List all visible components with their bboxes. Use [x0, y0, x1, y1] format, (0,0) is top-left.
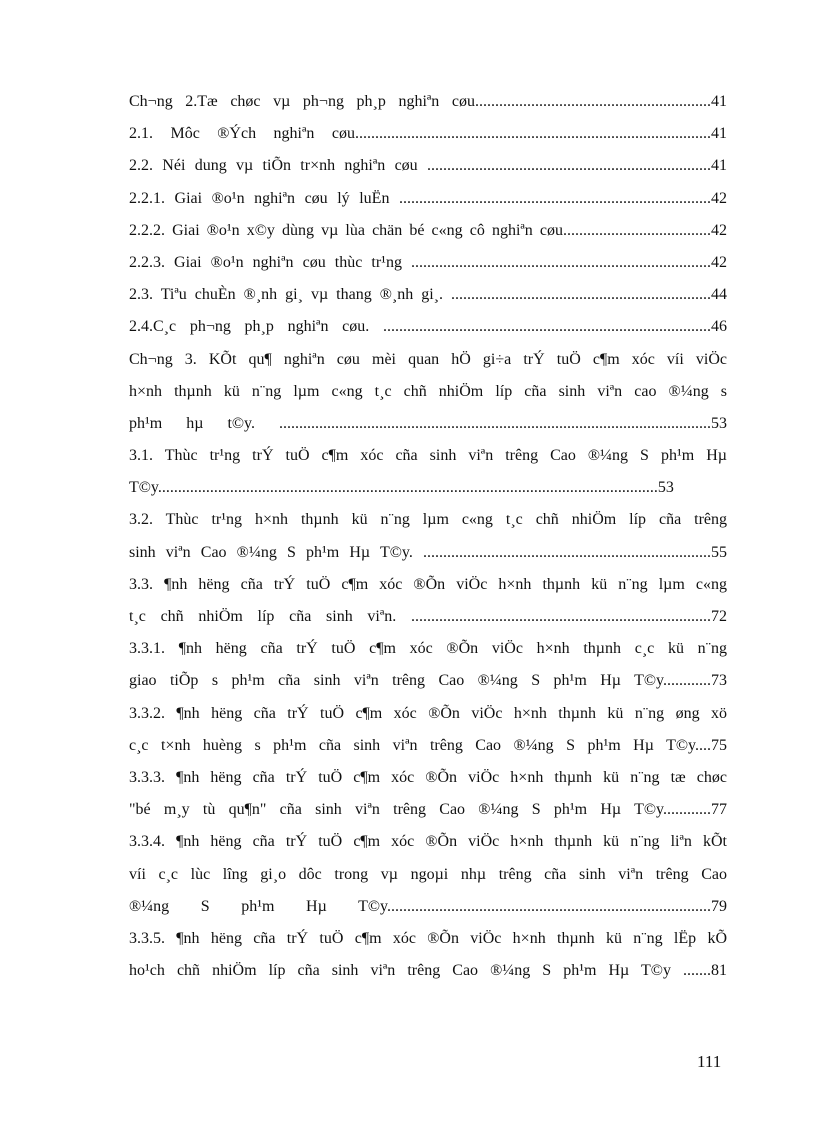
toc-line: 2.2.2. Giai ®o¹n x©y dùng vµ lùa chän bé c«ng cô nghiªn cøu.....................................42: [129, 221, 727, 239]
toc-line: 2.3. Tiªu chuÈn ®¸nh gi¸ vµ thang ®¸nh gi¸. .................................................................44: [129, 286, 727, 304]
toc-line: 3.2. Thùc tr¹ng h×nh thµnh kü n¨ng lµm c«ng t¸c chñ nhiÖm líp cña trêng: [129, 511, 727, 529]
toc-line: 3.1. Thùc tr¹ng trÝ tuÖ c¶m xóc cña sinh viªn trêng Cao ®¼ng S ph¹m Hµ: [129, 447, 727, 465]
page-number: 111: [697, 1052, 722, 1071]
toc-line: Ch¬ng 3. KÕt qu¶ nghiªn cøu mèi quan hÖ gi÷a trÝ tuÖ c¶m xóc víi viÖc: [129, 350, 727, 368]
toc-line: ph¹m hµ t©y. ............................................................................................................53: [129, 414, 727, 432]
toc-line: h×nh thµnh kü n¨ng lµm c«ng t¸c chñ nhiÖm líp cña sinh viªn cao ®¼ng s: [129, 382, 727, 400]
toc-line: 3.3.1. ¶nh hëng cña trÝ tuÖ c¶m xóc ®Õn viÖc h×nh thµnh c¸c kü n¨ng: [129, 640, 727, 658]
toc-line: t¸c chñ nhiÖm líp cña sinh viªn. ...........................................................................72: [129, 608, 727, 625]
toc-line: giao tiÕp s ph¹m cña sinh viªn trêng Cao ®¼ng S ph¹m Hµ T©y............73: [129, 672, 727, 690]
toc-line: 3.3.5. ¶nh hëng cña trÝ tuÖ c¶m xóc ®Õn viÖc h×nh thµnh kü n¨ng lËp kÕ: [129, 929, 727, 947]
toc-line: 2.2.1. Giai ®o¹n nghiªn cøu lý luËn ..............................................................................42: [129, 189, 727, 207]
toc-line: T©y.............................................................................................................................53: [129, 479, 674, 497]
toc-line: "bé m¸y tù qu¶n" cña sinh viªn trêng Cao ®¼ng S ph¹m Hµ T©y............77: [129, 801, 727, 819]
toc-line: Ch¬ng 2.Tæ chøc vµ ph¬ng ph¸p nghiªn cøu...........................................................41: [129, 93, 727, 110]
toc-line: 2.4.C¸c ph¬ng ph¸p nghiªn cøu. ..................................................................................46: [129, 318, 727, 336]
toc-line: 3.3.2. ¶nh hëng cña trÝ tuÖ c¶m xóc ®Õn viÖc h×nh thµnh kü n¨ng øng xö: [129, 704, 727, 722]
toc-line: 2.2. Néi dung vµ tiÕn tr×nh nghiªn cøu .......................................................................41: [129, 157, 727, 175]
toc-line: 2.2.3. Giai ®o¹n nghiªn cøu thùc tr¹ng ...........................................................................42: [129, 253, 727, 271]
table-of-contents: [129, 86, 727, 987]
toc-line: 3.3. ¶nh hëng cña trÝ tuÖ c¶m xóc ®Õn viÖc h×nh thµnh kü n¨ng lµm c«ng: [129, 575, 727, 593]
toc-line: ho¹ch chñ nhiÖm líp cña sinh viªn trêng Cao ®¼ng S ph¹m Hµ T©y .......81: [129, 962, 727, 980]
toc-line: ®¼ng S ph¹m Hµ T©y.................................................................................79: [129, 897, 727, 915]
toc-line: 2.1. Môc ®Ých nghiªn cøu.........................................................................................41: [129, 125, 727, 143]
toc-line: c¸c t×nh huèng s ph¹m cña sinh viªn trêng Cao ®¼ng S ph¹m Hµ T©y....75: [129, 736, 727, 754]
toc-line: víi c¸c lùc lîng gi¸o dôc trong vµ ngoµi nhµ trêng cña sinh viªn trêng Cao: [129, 865, 727, 883]
toc-line: 3.3.4. ¶nh hëng cña trÝ tuÖ c¶m xóc ®Õn viÖc h×nh thµnh kü n¨ng liªn kÕt: [129, 833, 727, 851]
toc-line: sinh viªn Cao ®¼ng S ph¹m Hµ T©y. ........................................................................55: [129, 543, 727, 561]
toc-line: 3.3.3. ¶nh hëng cña trÝ tuÖ c¶m xóc ®Õn viÖc h×nh thµnh kü n¨ng tæ chøc: [129, 768, 727, 786]
